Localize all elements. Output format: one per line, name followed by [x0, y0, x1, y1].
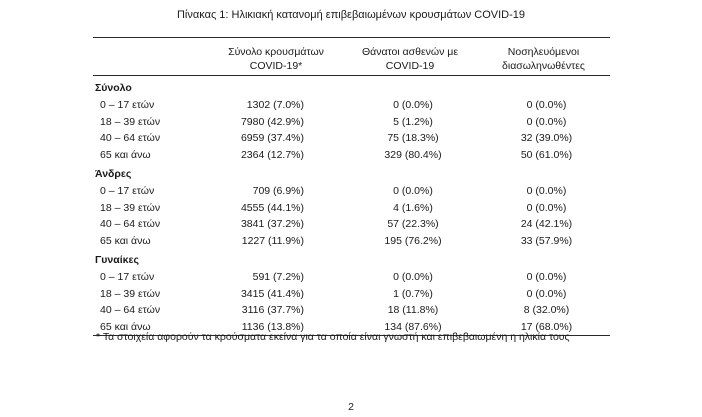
intubated-cell: 0 (0.0%): [526, 185, 567, 197]
age-distribution-table: [93, 37, 610, 336]
cases-cell: 4555 (44.1%): [240, 201, 304, 214]
section-women: [93, 252, 610, 335]
deaths-cell: 4 (1.6%): [393, 201, 433, 214]
cases-cell: 1227 (11.9%): [241, 234, 304, 247]
age-group-cell: 40 – 64 ετών: [100, 132, 161, 144]
age-group-cell: 18 – 39 ετών: [100, 287, 161, 300]
deaths-cell: 18 (11.8%): [387, 304, 439, 316]
table-row: [93, 183, 610, 200]
cases-cell: 6959 (37.4%): [240, 132, 304, 144]
table-title: Πίνακας 1: Ηλικιακή κατανομή επιβεβαιωμένων κρουσμάτων COVID-19: [176, 9, 526, 21]
age-group-cell: 65 και άνω: [100, 320, 151, 333]
table-row: [93, 114, 610, 131]
intubated-cell: 33 (57.9%): [520, 234, 573, 247]
intubated-cell: 0 (0.0%): [526, 115, 567, 128]
table-row: [93, 302, 610, 319]
table-row: [93, 97, 610, 114]
intubated-cell: 24 (42.1%): [520, 218, 573, 230]
intubated-cell: 0 (0.0%): [526, 287, 567, 300]
cases-cell: 3841 (37.2%): [240, 218, 304, 230]
deaths-cell: 329 (80.4%): [384, 148, 442, 161]
intubated-cell: 0 (0.0%): [526, 99, 567, 111]
cases-cell: 591 (7.2%): [252, 271, 304, 283]
table-row: [93, 200, 610, 217]
deaths-cell: 75 (18.3%): [387, 132, 439, 144]
intubated-cell: 0 (0.0%): [526, 201, 567, 214]
section-men: [93, 166, 610, 249]
table-row: [93, 233, 610, 250]
deaths-cell: 134 (87.6%): [384, 320, 442, 333]
cases-cell: 709 (6.9%): [252, 185, 304, 197]
header-total-cases: Σύνολο κρουσμάτων COVID-19*: [228, 46, 324, 72]
age-group-cell: 18 – 39 ετών: [100, 115, 161, 128]
age-group-cell: 40 – 64 ετών: [100, 218, 161, 230]
age-group-cell: 0 – 17 ετών: [100, 185, 155, 197]
table-header: [93, 38, 610, 75]
age-group-cell: 40 – 64 ετών: [100, 304, 161, 316]
intubated-cell: 0 (0.0%): [526, 271, 567, 283]
page-number: 2: [348, 401, 354, 413]
cases-cell: 2364 (12.7%): [240, 148, 304, 161]
footnote: * Τα στοιχεία αφορούν τα κρούσματα εκείνα για τα οποία είναι γνωστή και επιβεβαιωμένη η ηλικία τους: [96, 331, 570, 343]
deaths-cell: 57 (22.3%): [387, 218, 439, 230]
cases-cell: 3116 (37.7%): [241, 304, 304, 316]
deaths-cell: 0 (0.0%): [393, 185, 433, 197]
intubated-cell: 50 (61.0%): [520, 148, 573, 161]
intubated-cell: 8 (32.0%): [523, 304, 570, 316]
deaths-cell: 195 (76.2%): [384, 234, 442, 247]
cases-cell: 1136 (13.8%): [241, 320, 304, 333]
section-title: Άνδρες: [95, 168, 132, 180]
age-group-cell: 18 – 39 ετών: [100, 201, 161, 214]
table-row: [93, 147, 610, 164]
table-body: [93, 76, 610, 335]
section-total: [93, 80, 610, 163]
age-group-cell: 65 και άνω: [100, 234, 151, 247]
table-row: [93, 216, 610, 233]
cases-cell: 1302 (7.0%): [246, 99, 304, 111]
section-title: Σύνολο: [95, 82, 132, 94]
table-row: [93, 286, 610, 303]
deaths-cell: 0 (0.0%): [393, 99, 433, 111]
section-title: Γυναίκες: [95, 254, 139, 266]
age-group-cell: 0 – 17 ετών: [100, 99, 155, 111]
cases-cell: 7980 (42.9%): [240, 115, 304, 128]
table-row: [93, 269, 610, 286]
header-deaths: Θάνατοι ασθενών με COVID-19: [361, 46, 459, 72]
deaths-cell: 1 (0.7%): [393, 287, 433, 300]
age-group-cell: 65 και άνω: [100, 148, 151, 161]
intubated-cell: 17 (68.0%): [520, 320, 573, 333]
deaths-cell: 5 (1.2%): [393, 115, 433, 128]
cases-cell: 3415 (41.4%): [240, 287, 304, 300]
header-intubated: Νοσηλευόμενοι διασωληνωθέντες: [502, 46, 585, 72]
table-row: [93, 130, 610, 147]
intubated-cell: 32 (39.0%): [520, 132, 573, 144]
deaths-cell: 0 (0.0%): [393, 271, 433, 283]
age-group-cell: 0 – 17 ετών: [100, 271, 155, 283]
